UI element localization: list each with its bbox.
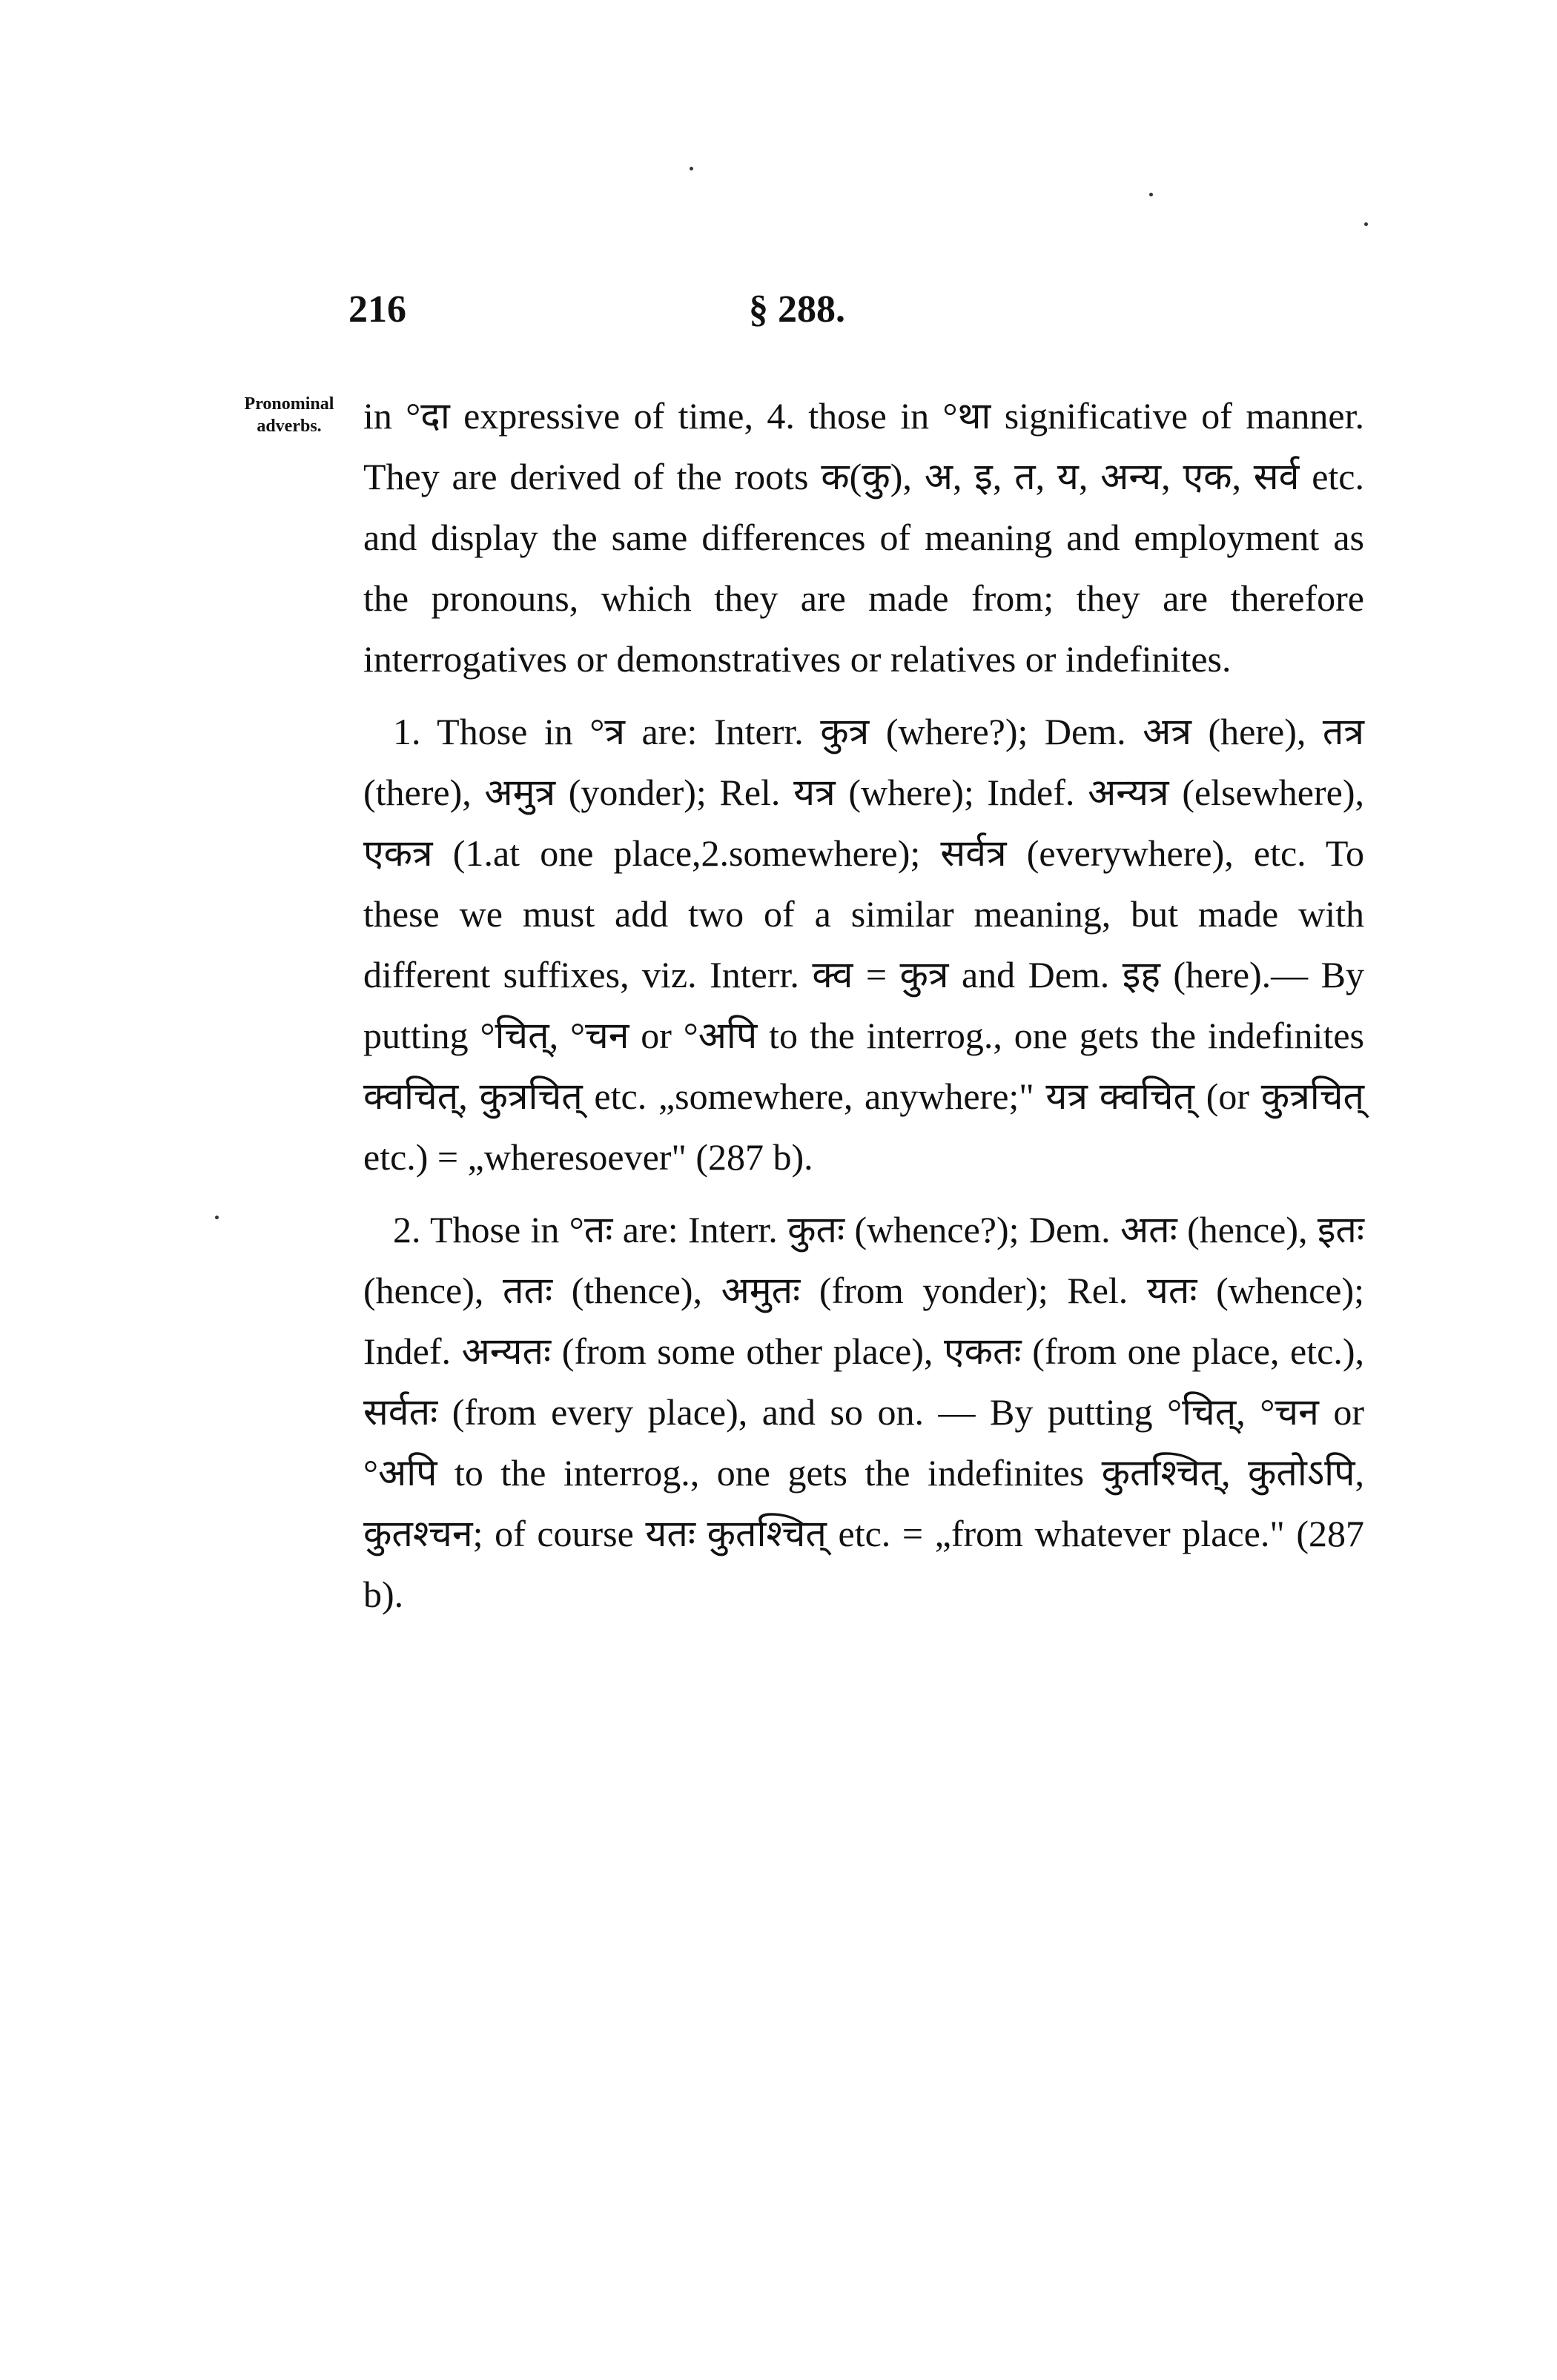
paragraph-intro: in °दा expressive of time, 4. those in °था significative of manner. They are derived of the roots क(कु), अ, इ, त, य, अन्य, एक, सर्व etc. and display the same differences of meaning and employment as the pronouns, which they are made from; they are therefore interrogatives or demonstratives or relatives or indefinites. xyxy=(363,395,1364,680)
scan-speck xyxy=(215,1216,219,1219)
scan-speck xyxy=(690,167,693,170)
margin-note: Pronominal adverbs. xyxy=(244,394,334,436)
page-number: 216 xyxy=(348,288,406,331)
section-number: § 288. xyxy=(749,288,845,331)
scan-speck xyxy=(1364,222,1368,226)
page-header xyxy=(334,288,1372,339)
scan-speck xyxy=(1149,193,1153,196)
page-footer xyxy=(334,2164,1372,2165)
paragraph-item-1: 1. Those in °त्र are: Interr. कुत्र (where?); Dem. अत्र (here), तत्र (there), अमुत्र (yonder); Rel. यत्र (where); Indef. अन्यत्र (elsewhere), एकत्र (1.at one place,2.somewhere); सर्वत्र (everywhere), etc. To these we must add two of a similar meaning, but made with different suffixes, viz. Interr. क्व = कुत्र and Dem. इह (here).— By putting °चित्, °चन or °अपि to the interrog., one gets the indefinites क्वचित्, कुत्रचित् etc. „somewhere, anywhere;" यत्र क्वचित् (or कुत्रचित् etc.) = „wheresoever" (287 b). xyxy=(363,711,1364,1178)
paragraph-item-2: 2. Those in °तः are: Interr. कुतः (whence?); Dem. अतः (hence), इतः (hence), ततः (thence), अमुतः (from yonder); Rel. यतः (whence); Indef. अन्यतः (from some other place), एकतः (from one place, etc.), सर्वतः (from every place), and so on. — By putting °चित्, °चन or °अपि to the interrog., one gets the indefinites कुतश्चित्, कुतोऽपि, कुतश्चन; of course यतः कुतश्चित् etc. = „from whatever place." (287 b). xyxy=(363,1209,1364,1615)
body-text xyxy=(363,385,1364,1637)
